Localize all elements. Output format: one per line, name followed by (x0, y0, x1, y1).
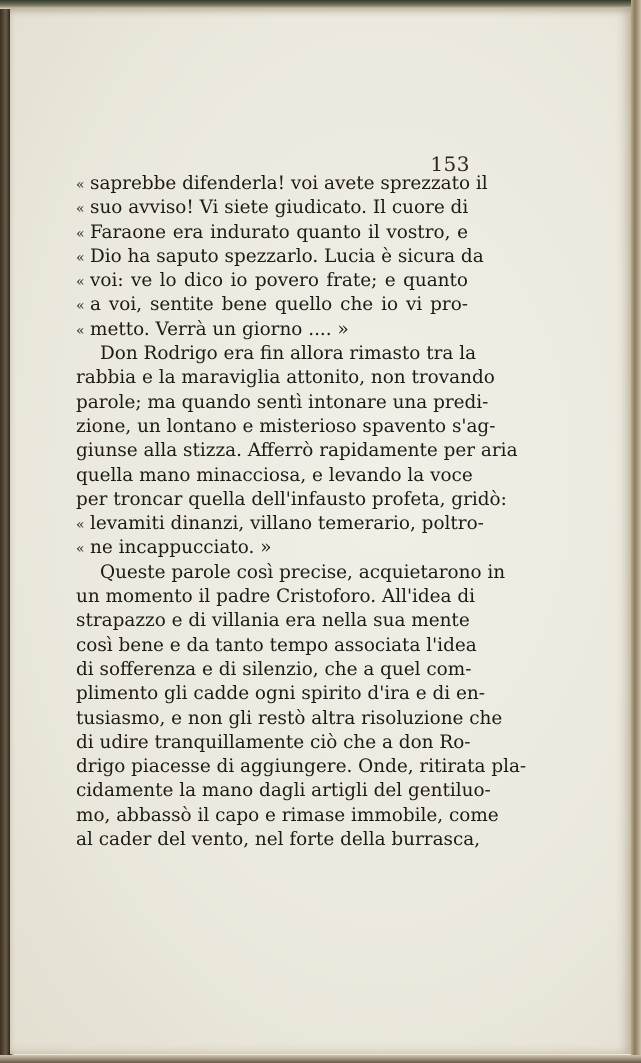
line-text: Dio ha saputo spezzarlo. Lucia è sicura da (90, 245, 484, 267)
text-line (76, 196, 468, 220)
text-line (76, 536, 468, 560)
text-line (76, 804, 499, 828)
text-line (76, 415, 496, 439)
text-line (76, 488, 507, 512)
text-line (76, 731, 471, 755)
text-line (76, 464, 473, 488)
body-text (76, 172, 527, 852)
quote-mark: « (76, 322, 85, 339)
text-line (76, 366, 495, 390)
text-line (76, 172, 488, 196)
line-text: metto. Verrà un giorno .... » (90, 318, 349, 340)
quote-mark: « (76, 177, 85, 193)
quote-mark: « (76, 249, 85, 266)
line-text: mo, abbassò il capo e rimase immobile, come (76, 804, 499, 826)
line-text: rabbia e la maraviglia attonito, non trovando (76, 367, 495, 389)
quote-mark: « (76, 541, 85, 558)
quote-mark: « (76, 225, 85, 242)
line-text: quella mano minacciosa, e levando la voce (76, 464, 473, 486)
text-line (76, 342, 477, 366)
line-text: di sofferenza e di silenzio, che a quel com- (76, 658, 472, 680)
line-text: per troncar quella dell'infausto profeta, gridò: (76, 488, 507, 510)
paragraph (76, 342, 518, 561)
line-text: zione, un lontano e misterioso spavento s'ag- (76, 415, 496, 437)
quote-mark: « (76, 201, 85, 218)
line-text: parole; ma quando sentì intonare una predi- (76, 391, 489, 413)
text-line (76, 561, 506, 585)
text-line (76, 682, 485, 706)
line-text: Faraone era indurato quanto il vostro, e (90, 221, 468, 243)
text-line (76, 439, 518, 463)
bottom-edge (0, 1055, 641, 1063)
line-text: di udire tranquillamente ciò che a don Ro- (76, 731, 471, 753)
line-text: giunse alla stizza. Afferrò rapidamente per aria (76, 440, 518, 462)
line-text: così bene e da tanto tempo associata l'idea (76, 634, 477, 656)
line-text: voi: ve lo dico io povero frate; e quanto (90, 270, 468, 292)
text-line (76, 755, 527, 779)
line-text: ne incappucciato. » (90, 537, 272, 559)
line-text: Don Rodrigo era fin allora rimasto tra la (100, 343, 477, 365)
page-fore-edge (631, 0, 641, 1063)
line-text: Queste parole così precise, acquietarono in (100, 561, 506, 583)
line-text: strapazzo e di villania era nella sua mente (76, 610, 470, 632)
text-line (76, 609, 468, 633)
text-line (76, 585, 476, 609)
text-line (76, 293, 468, 317)
text-line (76, 828, 481, 852)
text-line (76, 318, 468, 342)
paragraph (76, 561, 527, 853)
text-line (76, 634, 477, 658)
text-line (76, 512, 484, 536)
quote-mark: « (76, 298, 85, 315)
line-text: plimento gli cadde ogni spirito d'ira e di en- (76, 683, 485, 705)
line-text: al cader del vento, nel forte della burrasca, (76, 829, 481, 851)
text-line (76, 779, 491, 803)
line-text: tusiasmo, e non gli restò altra risoluzione che (76, 707, 503, 729)
page-number: 153 (430, 152, 470, 176)
line-text: un momento il padre Cristoforo. All'idea di (76, 586, 476, 608)
quote-mark: « (76, 517, 85, 534)
text-line (76, 707, 503, 731)
text-line (76, 658, 472, 682)
line-text: levamiti dinanzi, villano temerario, poltro- (90, 513, 484, 535)
line-text: suo avviso! Vi siete giudicato. Il cuore di (90, 197, 469, 219)
line-text: a voi, sentite bene quello che io vi pro- (90, 294, 468, 316)
text-line (76, 269, 468, 293)
line-text: cidamente la mano dagli artigli del gentiluo- (76, 780, 491, 802)
paragraph (76, 172, 488, 342)
text-line (76, 221, 468, 245)
line-text: drigo piacesse di aggiungere. Onde, ritirata pla- (76, 756, 527, 778)
text-line (76, 245, 484, 269)
quote-mark: « (76, 274, 85, 291)
text-line (76, 391, 489, 415)
line-text: saprebbe difenderla! voi avete sprezzato il (90, 173, 488, 194)
